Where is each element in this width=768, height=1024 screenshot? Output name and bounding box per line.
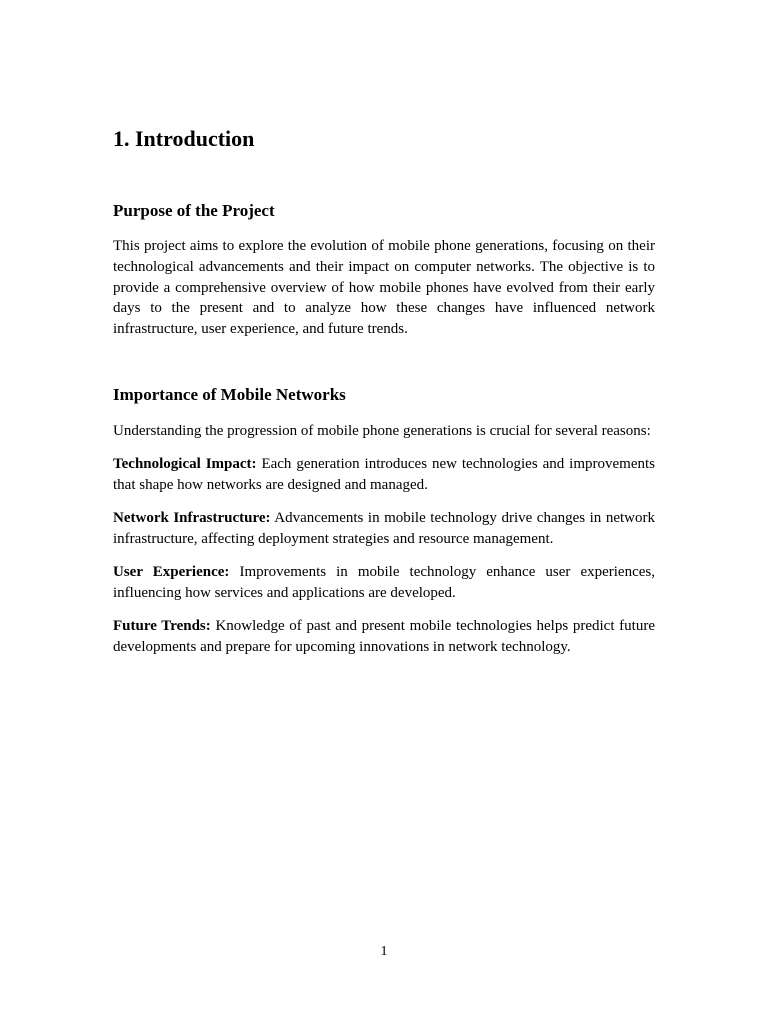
purpose-heading: Purpose of the Project (113, 201, 275, 220)
reason-text: Advancements in mobile technology drive changes in network infrastructure, affecting deployment strategies and resource management. (113, 510, 655, 547)
reason-term: Technological Impact: (113, 456, 257, 472)
section-title: 1. Introduction (113, 126, 255, 151)
importance-heading: Importance of Mobile Networks (113, 385, 346, 404)
reason-network-infrastructure (113, 508, 655, 550)
reason-text: Improvements in mobile technology enhance user experiences, influencing how services and applications are developed. (113, 564, 655, 601)
reason-term: Future Trends: (113, 618, 211, 634)
reason-technological-impact (113, 454, 655, 496)
reason-user-experience (113, 562, 655, 604)
reason-text: Knowledge of past and present mobile technologies helps predict future developments and prepare for upcoming innovations in network technology. (113, 618, 655, 655)
purpose-paragraph: This project aims to explore the evolution of mobile phone generations, focusing on their technological advancements and their impact on computer networks. The objective is to provide a comprehensive overview of how mobile phones have evolved from their early days to the present and to analyze how these changes have influenced network infrastructure, user experience, and future trends. (113, 238, 655, 338)
reason-future-trends (113, 616, 655, 658)
page-number: 1 (380, 944, 388, 959)
reason-term: User Experience: (113, 564, 230, 580)
reason-term: Network Infrastructure: (113, 510, 271, 526)
reason-text: Each generation introduces new technologies and improvements that shape how networks are designed and managed. (113, 456, 655, 493)
importance-intro: Understanding the progression of mobile phone generations is crucial for several reasons: (113, 423, 651, 439)
